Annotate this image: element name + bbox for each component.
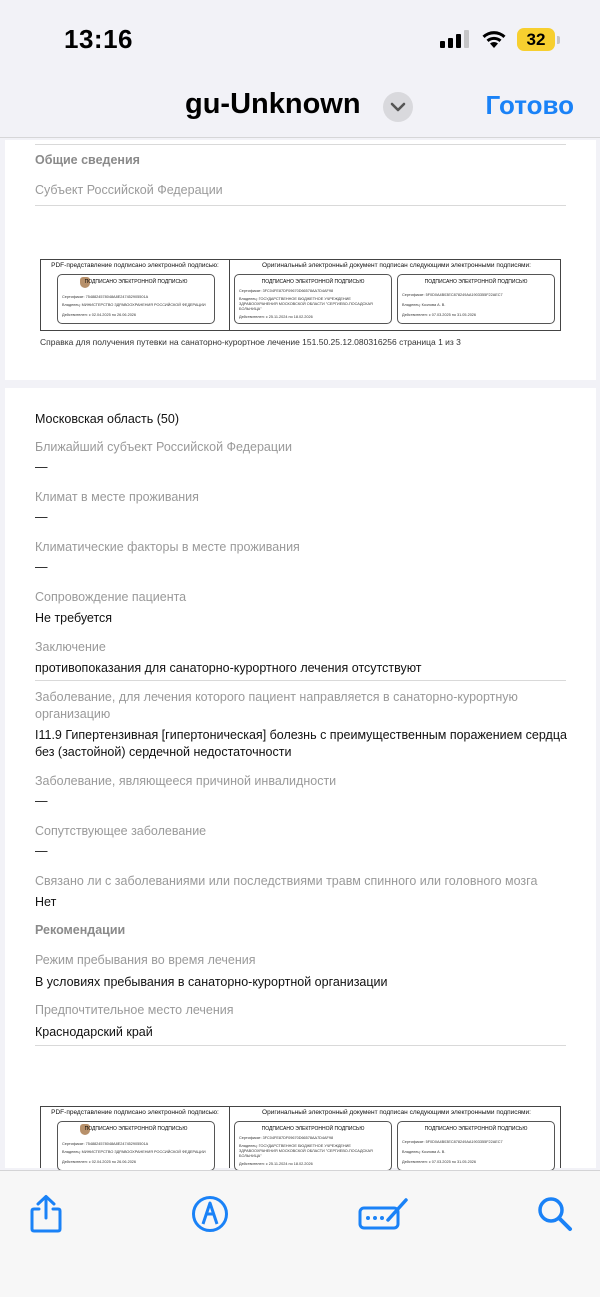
- battery-tip: [557, 36, 560, 44]
- signature-right-column: [231, 260, 562, 330]
- signature-block: [40, 1106, 561, 1168]
- field-value: Не требуется: [35, 611, 113, 625]
- field-label: Режим пребывания во время лечения: [35, 953, 256, 967]
- document-page-2: [5, 388, 596, 1168]
- field-value: I11.9 Гипертензивная [гипертоническая] болезнь с преимущественным поражением сердца без (застойной) сердечной недостаточности: [35, 728, 567, 759]
- section-title-recommendations: Рекомендации: [35, 923, 126, 937]
- stamp-owner: Владелец: ГОСУДАРСТВЕННОЕ БЮДЖЕТНОЕ УЧРЕЖДЕНИЕ ЗДРАВООХРАНЕНИЯ МОСКОВСКОЙ ОБЛАСТИ "СЕРГИЕВО-ПОСАДСКАЯ БОЛЬНИЦА": [239, 297, 373, 311]
- field-label: Заболевание, для лечения которого пациент направляется в санаторно-курортную организацию: [35, 690, 518, 721]
- divider: [35, 205, 566, 206]
- stamp-valid: Действителен: с 25.11.2024 по 18.02.2026: [239, 315, 313, 319]
- status-bar: [0, 0, 600, 80]
- stamp-owner: Владелец: МИНИСТЕРСТВО ЗДРАВООХРАНЕНИЯ РОССИЙСКОЙ ФЕДЕРАЦИИ: [62, 1150, 206, 1154]
- stamp-owner: Владелец: Козлова А. В.: [402, 303, 446, 307]
- field-label-subject: Субъект Российской Федерации: [35, 183, 223, 197]
- wifi-icon: [480, 28, 508, 50]
- field-label: Заболевание, являющееся причиной инвалидности: [35, 774, 337, 788]
- share-icon[interactable]: [25, 1193, 67, 1235]
- field-label: Ближайший субъект Российской Федерации: [35, 440, 292, 454]
- markup-icon[interactable]: [189, 1193, 231, 1235]
- field-label: Сопровождение пациента: [35, 590, 187, 604]
- stamp-cert: Сертификат: 3FC04FE87DF09670D66578AA7D4AF98: [239, 1136, 334, 1140]
- battery-indicator: 32: [517, 28, 555, 51]
- field-label: Климатические факторы в месте проживания: [35, 540, 300, 554]
- divider: [35, 144, 566, 145]
- field-label: Связано ли с заболеваниями или последствиями травм спинного или головного мозга: [35, 874, 538, 888]
- field-label: Климат в месте проживания: [35, 490, 199, 504]
- field-value: противопоказания для санаторно-курортного лечения отсутствуют: [35, 661, 422, 675]
- stamp-cert: Сертификат: 7548824578048A8E247452905501A: [62, 1142, 149, 1146]
- stamp-title: ПОДПИСАНО ЭЛЕКТРОННОЙ ПОДПИСЬЮ: [424, 279, 528, 285]
- stamp-owner: Владелец: Козлова А. В.: [402, 1150, 446, 1154]
- page-caption: Справка для получения путевки на санаторно-курортное лечение 151.50.25.12.080316256 страница 1 из 3: [40, 337, 461, 347]
- stamp-title: ПОДПИСАНО ЭЛЕКТРОННОЙ ПОДПИСЬЮ: [84, 279, 188, 285]
- done-button[interactable]: Готово: [485, 90, 574, 120]
- stamp-owner: Владелец: ГОСУДАРСТВЕННОЕ БЮДЖЕТНОЕ УЧРЕЖДЕНИЕ ЗДРАВООХРАНЕНИЯ МОСКОВСКОЙ ОБЛАСТИ "СЕРГИЕВО-ПОСАДСКАЯ БОЛЬНИЦА": [239, 1144, 373, 1158]
- stamp-title: ПОДПИСАНО ЭЛЕКТРОННОЙ ПОДПИСЬЮ: [424, 1126, 528, 1132]
- field-value: Краснодарский край: [35, 1025, 153, 1039]
- stamp-valid: Действителен: с 02.04.2025 по 26.06.2026: [62, 313, 137, 317]
- signature-block: [40, 259, 561, 331]
- stamp-valid: Действителен: с 25.11.2024 по 18.02.2026: [239, 1162, 313, 1166]
- signature-stamp: [57, 1121, 215, 1171]
- signature-left-header: PDF-представление подписано электронной подписью:: [51, 1109, 219, 1116]
- signature-left-column: [41, 1107, 230, 1168]
- document-title[interactable]: gu-Unknown: [185, 88, 361, 120]
- field-value: В условиях пребывания в санаторно-курортной организации: [35, 975, 388, 989]
- stamp-title: ПОДПИСАНО ЭЛЕКТРОННОЙ ПОДПИСЬЮ: [84, 1126, 188, 1132]
- section-title-general: Общие сведения: [35, 153, 140, 167]
- signature-left-column: [41, 260, 230, 330]
- signature-stamp: [397, 274, 555, 324]
- stamp-cert: Сертификат: 7548824578048A8E247452905501A: [62, 295, 149, 299]
- divider: [35, 680, 566, 681]
- region-value: Московская область (50): [35, 412, 179, 426]
- signature-stamp: [57, 274, 215, 324]
- stamp-cert: Сертификат: 3FC04FE87DF09670D66578AA7D4AF98: [239, 289, 334, 293]
- divider: [35, 1045, 566, 1046]
- field-value: —: [35, 560, 48, 574]
- bottom-toolbar: [0, 1170, 600, 1297]
- signature-icon[interactable]: [358, 1193, 410, 1235]
- navigation-bar: [0, 80, 600, 138]
- stamp-valid: Действителен: с 07.03.2025 по 31.05.2026: [402, 313, 477, 317]
- signature-stamp: [234, 274, 392, 324]
- stamp-cert: Сертификат: 5F0D0A4B03EC878249AA1903355F22AEC7: [402, 293, 503, 297]
- field-value: —: [35, 510, 48, 524]
- stamp-title: ПОДПИСАНО ЭЛЕКТРОННОЙ ПОДПИСЬЮ: [261, 279, 365, 285]
- stamp-valid: Действителен: с 07.03.2025 по 31.05.2026: [402, 1160, 477, 1164]
- stamp-cert: Сертификат: 5F0D0A4B03EC878249AA1903355F22AEC7: [402, 1140, 503, 1144]
- field-label: Заключение: [35, 640, 106, 654]
- field-label: Предпочтительное место лечения: [35, 1003, 234, 1017]
- stamp-title: ПОДПИСАНО ЭЛЕКТРОННОЙ ПОДПИСЬЮ: [261, 1126, 365, 1132]
- signature-right-header: Оригинальный электронный документ подписан следующими электронными подписями:: [262, 262, 531, 269]
- status-time: 13:16: [64, 24, 133, 54]
- signature-right-header: Оригинальный электронный документ подписан следующими электронными подписями:: [262, 1109, 531, 1116]
- field-value: —: [35, 460, 48, 474]
- document-page-1: [5, 140, 596, 380]
- stamp-owner: Владелец: МИНИСТЕРСТВО ЗДРАВООХРАНЕНИЯ РОССИЙСКОЙ ФЕДЕРАЦИИ: [62, 303, 206, 307]
- field-value: —: [35, 844, 48, 858]
- stamp-valid: Действителен: с 02.04.2025 по 26.06.2026: [62, 1160, 137, 1164]
- field-label: Сопутствующее заболевание: [35, 824, 207, 838]
- search-icon[interactable]: [534, 1193, 576, 1235]
- chevron-down-icon[interactable]: [383, 92, 413, 122]
- signature-left-header: PDF-представление подписано электронной подписью:: [51, 262, 219, 269]
- signature-stamp: [234, 1121, 392, 1171]
- signature-stamp: [397, 1121, 555, 1171]
- field-value: —: [35, 794, 48, 808]
- cellular-signal-icon: [440, 30, 469, 48]
- signature-right-column: [231, 1107, 562, 1168]
- field-value: Нет: [35, 895, 57, 909]
